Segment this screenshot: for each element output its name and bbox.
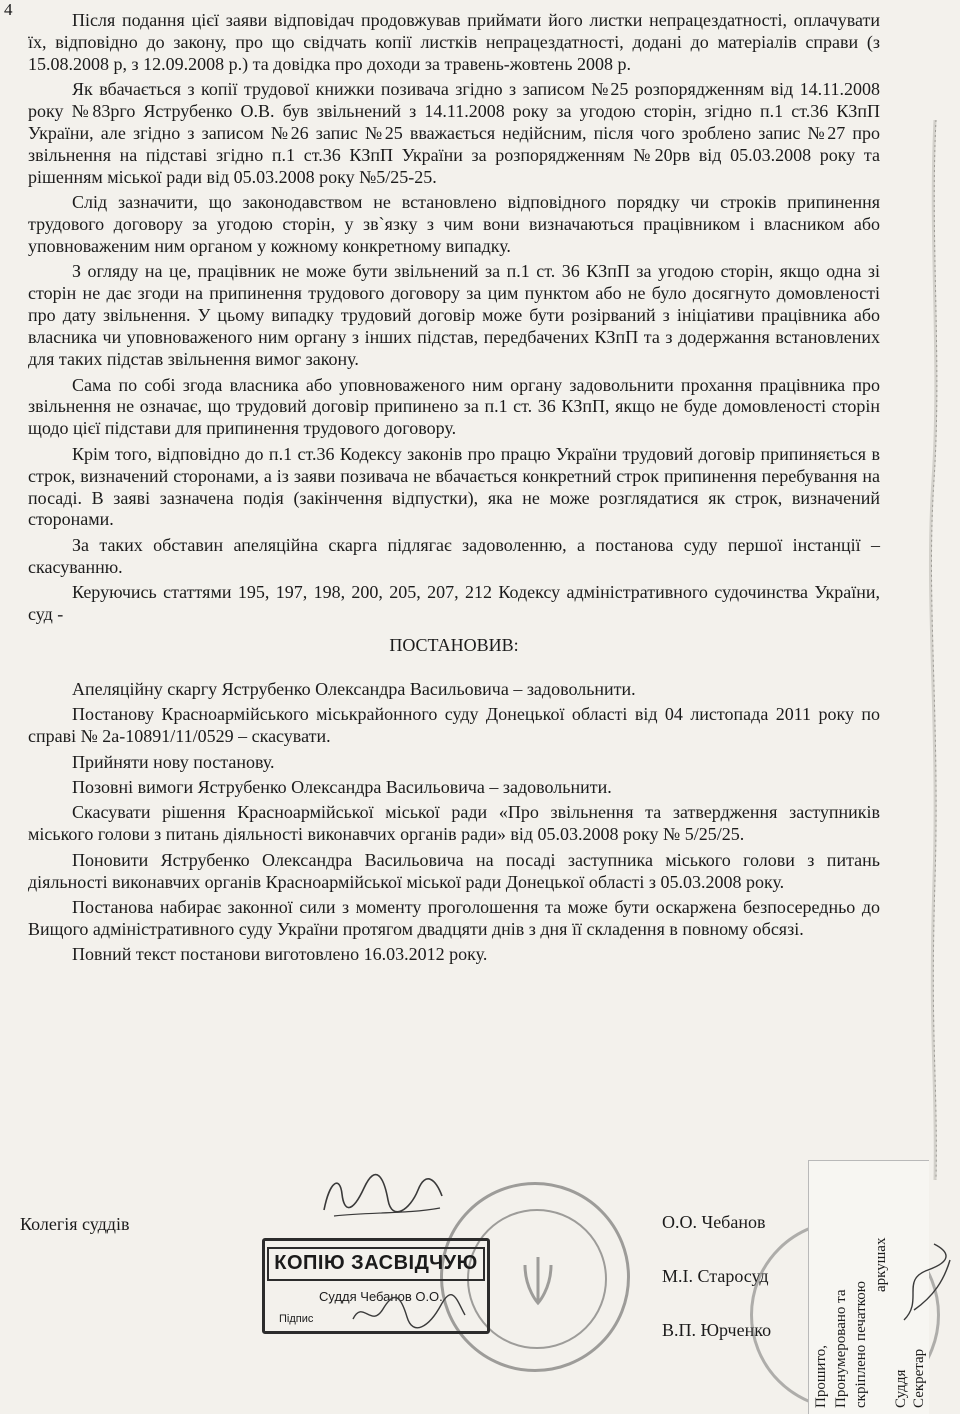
binding-label-line: Пронумеровано та bbox=[833, 1289, 849, 1408]
binding-label-line: скріплено печаткою bbox=[853, 1281, 869, 1408]
paragraph: Сама по собі згода власника або уповноваженого ним органу задовольнити прохання працівника про звільнення не означає, що трудовий договір припинено за п.1 ст. 36 КЗпП, якщо не буде домовленості сторін щодо цієї підстави для припинення трудового договору. bbox=[28, 374, 880, 439]
page-number: 4 bbox=[4, 0, 13, 19]
judge-name: В.П. Юрченко bbox=[662, 1320, 772, 1340]
document-body bbox=[28, 10, 880, 970]
resolution-item: Постанову Красноармійського міськрайонного суду Донецької області від 04 листопада 2011 року по справі № 2а-10891/11/0529 – скасувати. bbox=[28, 704, 880, 747]
paragraph: За таких обставин апеляційна скарга підлягає задоволенню, а постанова суду першої інстанції – скасуванню. bbox=[28, 534, 880, 577]
resolution-item: Скасувати рішення Красноармійської міської ради «Про звільнення та затвердження заступників міського голови з питань діяльності виконавчих органів ради» від 05.03.2008 року № 5/25/25. bbox=[28, 802, 880, 845]
college-label: Колегія суддів bbox=[20, 1214, 130, 1234]
copy-certified-stamp bbox=[262, 1238, 490, 1334]
paragraph: Крім того, відповідно до п.1 ст.36 Кодексу законів про працю України трудовий договір припиняється в строк, визначений сторонами, а із заяви позивача не вбачається конкретний строк припинення перебування на посаді. В заяві зазначена подія (закінчення відпустки), яка не може розглядатися як строк, визначений сторонами. bbox=[28, 443, 880, 530]
decision-heading: ПОСТАНОВИВ: bbox=[389, 634, 519, 655]
paragraph: Після подання цієї заяви відповідач продовжував приймати його листки непрацездатності, оплачувати їх, відповідно до закону, про що свідчать копії листків непрацездатності, додані до матеріалів справи (з 15.08.2008 р, з 12.09.2008 р.) та довідка про доходи за травень-жовтень 2008 р. bbox=[28, 10, 880, 74]
resolution-item: Постанова набирає законної сили з моменту проголошення та може бути оскаржена безпосередньо до Вищого адміністративного суду України протягом двадцяти днів з дня її складення в повному обсязі. bbox=[28, 897, 880, 939]
copy-stamp-judge-name: Суддя Чебанов О.О. bbox=[319, 1289, 443, 1304]
paragraph: З огляду на це, працівник не може бути звільнений за п.1 ст. 36 КЗпП за угодою сторін, якщо одна зі сторін не дає згоди на припинення трудового договору за цим пунктом або не було досягнуто домовленості про дату звільнення. У цьому випадку трудовий договір може бути розірваний з ініціативи працівника або власника чи уповноваженого ним органу з інших підстав, передбачених КЗпП та з додержання встановлених для таких підстав звільнення вимог закону. bbox=[28, 261, 880, 370]
paragraph: Керуючись статтями 195, 197, 198, 200, 205, 207, 212 Кодексу адміністративного судочинства України, суд - bbox=[28, 582, 880, 625]
resolution-item: Апеляційну скаргу Яструбенко Олександра Васильовича – задовольнити. bbox=[72, 678, 636, 699]
judge-name: О.О. Чебанов bbox=[662, 1212, 766, 1232]
binding-label-line: аркушах bbox=[873, 1237, 889, 1292]
resolution-item: Прийняти нову постанову. bbox=[72, 751, 275, 772]
copy-stamp-title: КОПІЮ ЗАСВІДЧУЮ bbox=[267, 1247, 485, 1281]
paragraph: Слід зазначити, що законодавством не встановлено відповідного порядку чи строків припинення трудового договору за угодою сторін, у зв`язку з чим вони визначаються працівником і власником або уповноваженим ним органом у кожному конкретному випадку. bbox=[28, 192, 880, 257]
binding-label-line: Суддя bbox=[893, 1369, 909, 1408]
handwritten-signature bbox=[318, 1170, 448, 1220]
binding-signature bbox=[894, 1240, 956, 1330]
resolution-item: Повний текст постанови виготовлено 16.03.2012 року. bbox=[72, 944, 488, 965]
resolution-item: Позовні вимоги Яструбенко Олександра Васильовича – задовольнити. bbox=[72, 777, 612, 797]
binding-thread bbox=[925, 120, 945, 1180]
paragraph: Як вбачається з копії трудової книжки позивача згідно з записом №25 розпорядженням від 14.11.2008 року №83рго Яструбенко О.В. був звільнений з 14.11.2008 року за угодою сторін, згідно п.1 ст.36 КЗпП України, але згідно з записом №26 запис №25 вважається недійсним, після чого зроблено запис №27 про звільнення на підставі згідно п.1 ст.36 КЗпП України за розпорядженням №20рв від 05.03.2008 року та рішенням міської ради від 05.03.2008 року №5/25-25. bbox=[28, 79, 880, 187]
judge-name: М.І. Старосуд bbox=[662, 1266, 769, 1286]
copy-stamp-signature bbox=[349, 1293, 469, 1331]
binding-label-line: Прошито, bbox=[813, 1344, 829, 1408]
resolution-item: Поновити Яструбенко Олександра Васильовича на посаді заступника міського голови з питань діяльності виконавчих органів Красноармійської міської ради Донецької області з 05.03.2008 року. bbox=[28, 849, 880, 892]
binding-label-line: Секретар bbox=[911, 1348, 927, 1408]
copy-stamp-signature-label: Підпис bbox=[279, 1313, 314, 1325]
